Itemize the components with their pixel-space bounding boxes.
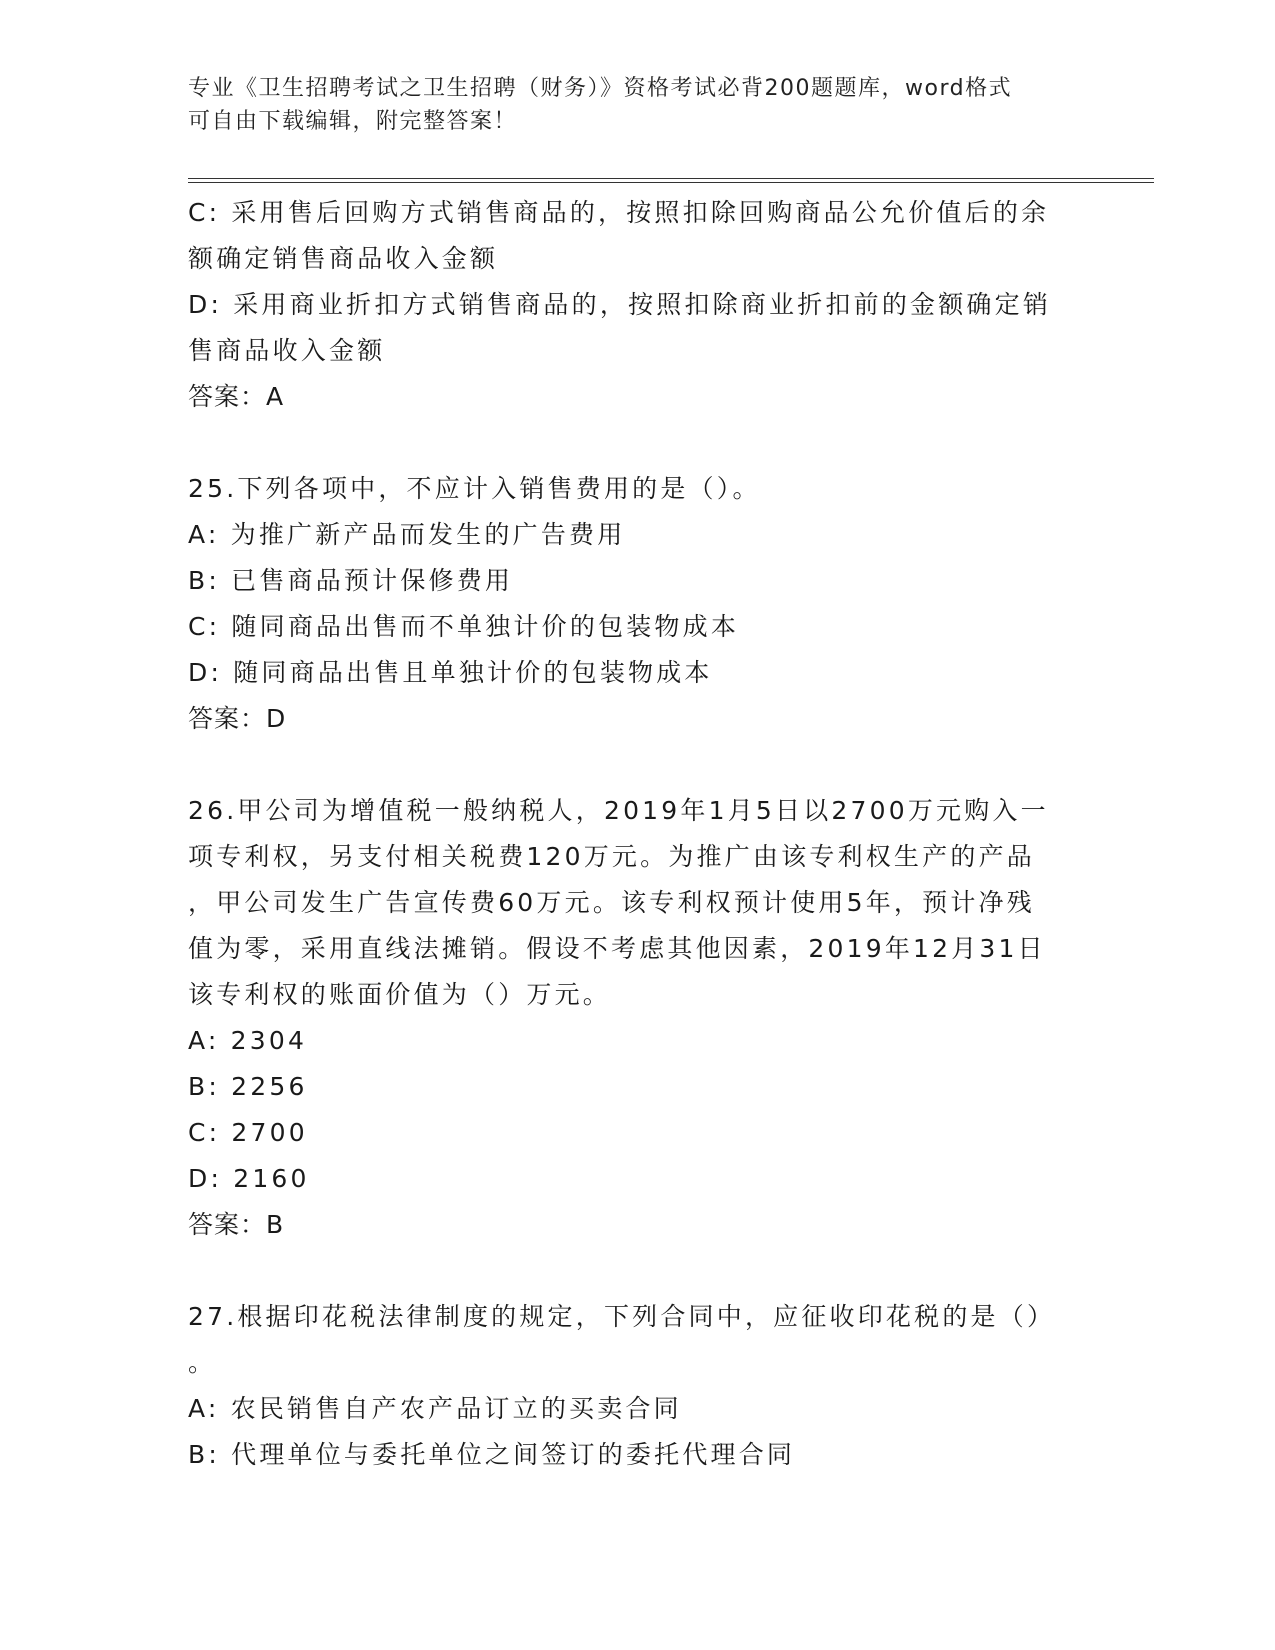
question-27-stem-line-1: 27.根据印花税法律制度的规定，下列合同中，应征收印花税的是（） <box>188 1302 1056 1331</box>
spacer <box>188 1248 1088 1294</box>
question-26-stem-line-4: 值为零，采用直线法摊销。假设不考虑其他因素，2019年12月31日 <box>188 934 1046 963</box>
question-26-stem-line-5: 该专利权的账面价值为（）万元。 <box>188 980 612 1009</box>
spacer <box>188 742 1088 788</box>
question-26-option-d: D: 2160 <box>188 1164 310 1193</box>
question-25-option-c: C: 随同商品出售而不单独计价的包装物成本 <box>188 612 740 641</box>
answer-24: 答案：A <box>188 382 285 411</box>
spacer <box>188 420 1088 466</box>
option-c-line-1: C: 采用售后回购方式销售商品的，按照扣除回购商品公允价值后的余 <box>188 198 1050 227</box>
question-27 <box>188 1294 1088 1478</box>
page-header <box>188 72 1068 138</box>
question-25-stem: 25.下列各项中，不应计入销售费用的是（）。 <box>188 474 761 503</box>
question-27-stem-line-2: 。 <box>188 1348 217 1377</box>
question-27-option-b: B: 代理单位与委托单位之间签订的委托代理合同 <box>188 1440 796 1469</box>
question-25 <box>188 466 1088 742</box>
question-25-option-a: A: 为推广新产品而发生的广告费用 <box>188 520 626 549</box>
question-26-stem-line-1: 26.甲公司为增值税一般纳税人，2019年1月5日以2700万元购入一 <box>188 796 1049 825</box>
question-24-tail <box>188 190 1088 420</box>
question-26-option-c: C: 2700 <box>188 1118 308 1147</box>
header-line-1: 专业《卫生招聘考试之卫生招聘（财务）》资格考试必背200题题库，word格式 <box>188 76 1013 101</box>
header-divider <box>188 178 1154 183</box>
answer-26: 答案：B <box>188 1210 285 1239</box>
question-26-stem-line-3: ，甲公司发生广告宣传费60万元。该专利权预计使用5年，预计净残 <box>188 888 1035 917</box>
document-body <box>188 190 1088 1478</box>
question-26 <box>188 788 1088 1248</box>
option-c-line-2: 额确定销售商品收入金额 <box>188 244 499 273</box>
header-line-2: 可自由下载编辑，附完整答案！ <box>188 109 518 134</box>
question-26-option-b: B: 2256 <box>188 1072 308 1101</box>
answer-25: 答案：D <box>188 704 287 733</box>
option-d-line-2: 售商品收入金额 <box>188 336 386 365</box>
question-25-option-d: D: 随同商品出售且单独计价的包装物成本 <box>188 658 713 687</box>
question-26-option-a: A: 2304 <box>188 1026 308 1055</box>
question-27-option-a: A: 农民销售自产农产品订立的买卖合同 <box>188 1394 682 1423</box>
option-d-line-1: D: 采用商业折扣方式销售商品的，按照扣除商业折扣前的金额确定销 <box>188 290 1052 319</box>
question-26-stem-line-2: 项专利权，另支付相关税费120万元。为推广由该专利权生产的产品 <box>188 842 1035 871</box>
question-25-option-b: B: 已售商品预计保修费用 <box>188 566 514 595</box>
